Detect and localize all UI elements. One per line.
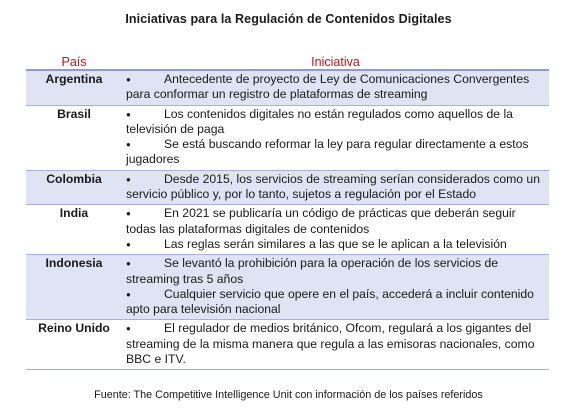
bullet-dot-icon: ● xyxy=(126,109,131,119)
document-title: Iniciativas para la Regulación de Contenidos Digitales xyxy=(125,12,452,26)
country-column-header: País xyxy=(26,54,122,70)
table-row xyxy=(26,70,549,105)
bullet-dot-icon: ● xyxy=(126,239,131,249)
table-row xyxy=(26,170,549,205)
bullet-dot-icon: ● xyxy=(126,75,131,84)
table-header-row xyxy=(26,54,549,70)
initiative-text: Cualquier servicio que opere en el país, accederá a incluir contenido apto para televisión nacional xyxy=(126,286,534,317)
initiative-bullet-item xyxy=(126,72,543,103)
initiative-text: Las reglas serán similares a las que se le aplican a la televisión xyxy=(164,236,507,251)
regulation-table xyxy=(26,54,549,370)
initiative-cell xyxy=(122,320,549,370)
initiative-text: Desde 2015, los servicios de streaming serían considerados como un servicio público y, por lo tanto, sujetos a regulación por el Estado xyxy=(126,171,540,202)
initiative-bullet-item xyxy=(126,137,543,168)
table-row xyxy=(26,255,549,320)
bullet-dot-icon: ● xyxy=(126,259,131,269)
bullet-dot-icon: ● xyxy=(126,324,131,334)
table-row xyxy=(26,205,549,255)
country-cell: India xyxy=(26,205,122,255)
initiative-text: Los contenidos digitales no están regulados como aquellos de la televisión de paga xyxy=(126,106,513,136)
initiative-text: Antecedente de proyecto de Ley de Comunicaciones Convergentes para conformar un registro de plataformas de streaming xyxy=(126,72,530,102)
country-cell: Indonesia xyxy=(26,255,122,320)
initiative-cell xyxy=(122,70,549,105)
country-cell: Brasil xyxy=(26,105,122,170)
initiative-cell xyxy=(122,170,549,205)
initiative-text: En 2021 se publicaría un código de prácticas que deberán seguir todas las plataformas digitales de contenidos xyxy=(126,206,516,236)
bullet-dot-icon: ● xyxy=(126,140,131,150)
initiative-bullet-item xyxy=(126,287,543,318)
initiative-bullet-item xyxy=(126,256,543,287)
initiative-bullet-item xyxy=(126,107,543,138)
initiative-cell xyxy=(122,205,549,255)
source-note: Fuente: The Competitive Intelligence Unit con información de los países referidos xyxy=(94,389,483,401)
country-cell: Argentina xyxy=(26,70,122,105)
initiative-column-header: Iniciativa xyxy=(122,54,549,70)
initiative-bullet-item xyxy=(126,206,543,237)
country-cell: Colombia xyxy=(26,170,122,205)
initiative-cell xyxy=(122,105,549,170)
initiative-bullet-item xyxy=(126,321,543,367)
table-body xyxy=(26,70,549,370)
table-row xyxy=(26,320,549,370)
table-row xyxy=(26,105,549,170)
initiative-text: El regulador de medios británico, Ofcom, regulará a los gigantes del streaming de la misma manera que regula a las emisoras nacionales, como BBC e ITV. xyxy=(126,321,535,367)
initiative-text: Se levantó la prohibición para la operación de los servicios de streaming tras 5 años xyxy=(126,256,499,286)
bullet-dot-icon: ● xyxy=(126,209,131,219)
initiative-bullet-item xyxy=(126,172,543,203)
bullet-dot-icon: ● xyxy=(126,289,131,299)
bullet-dot-icon: ● xyxy=(126,174,131,184)
initiative-cell xyxy=(122,255,549,320)
country-cell: Reino Unido xyxy=(26,320,122,370)
initiative-text: Se está buscando reformar la ley para regular directamente a estos jugadores xyxy=(126,137,529,167)
initiative-bullet-item xyxy=(126,237,543,252)
